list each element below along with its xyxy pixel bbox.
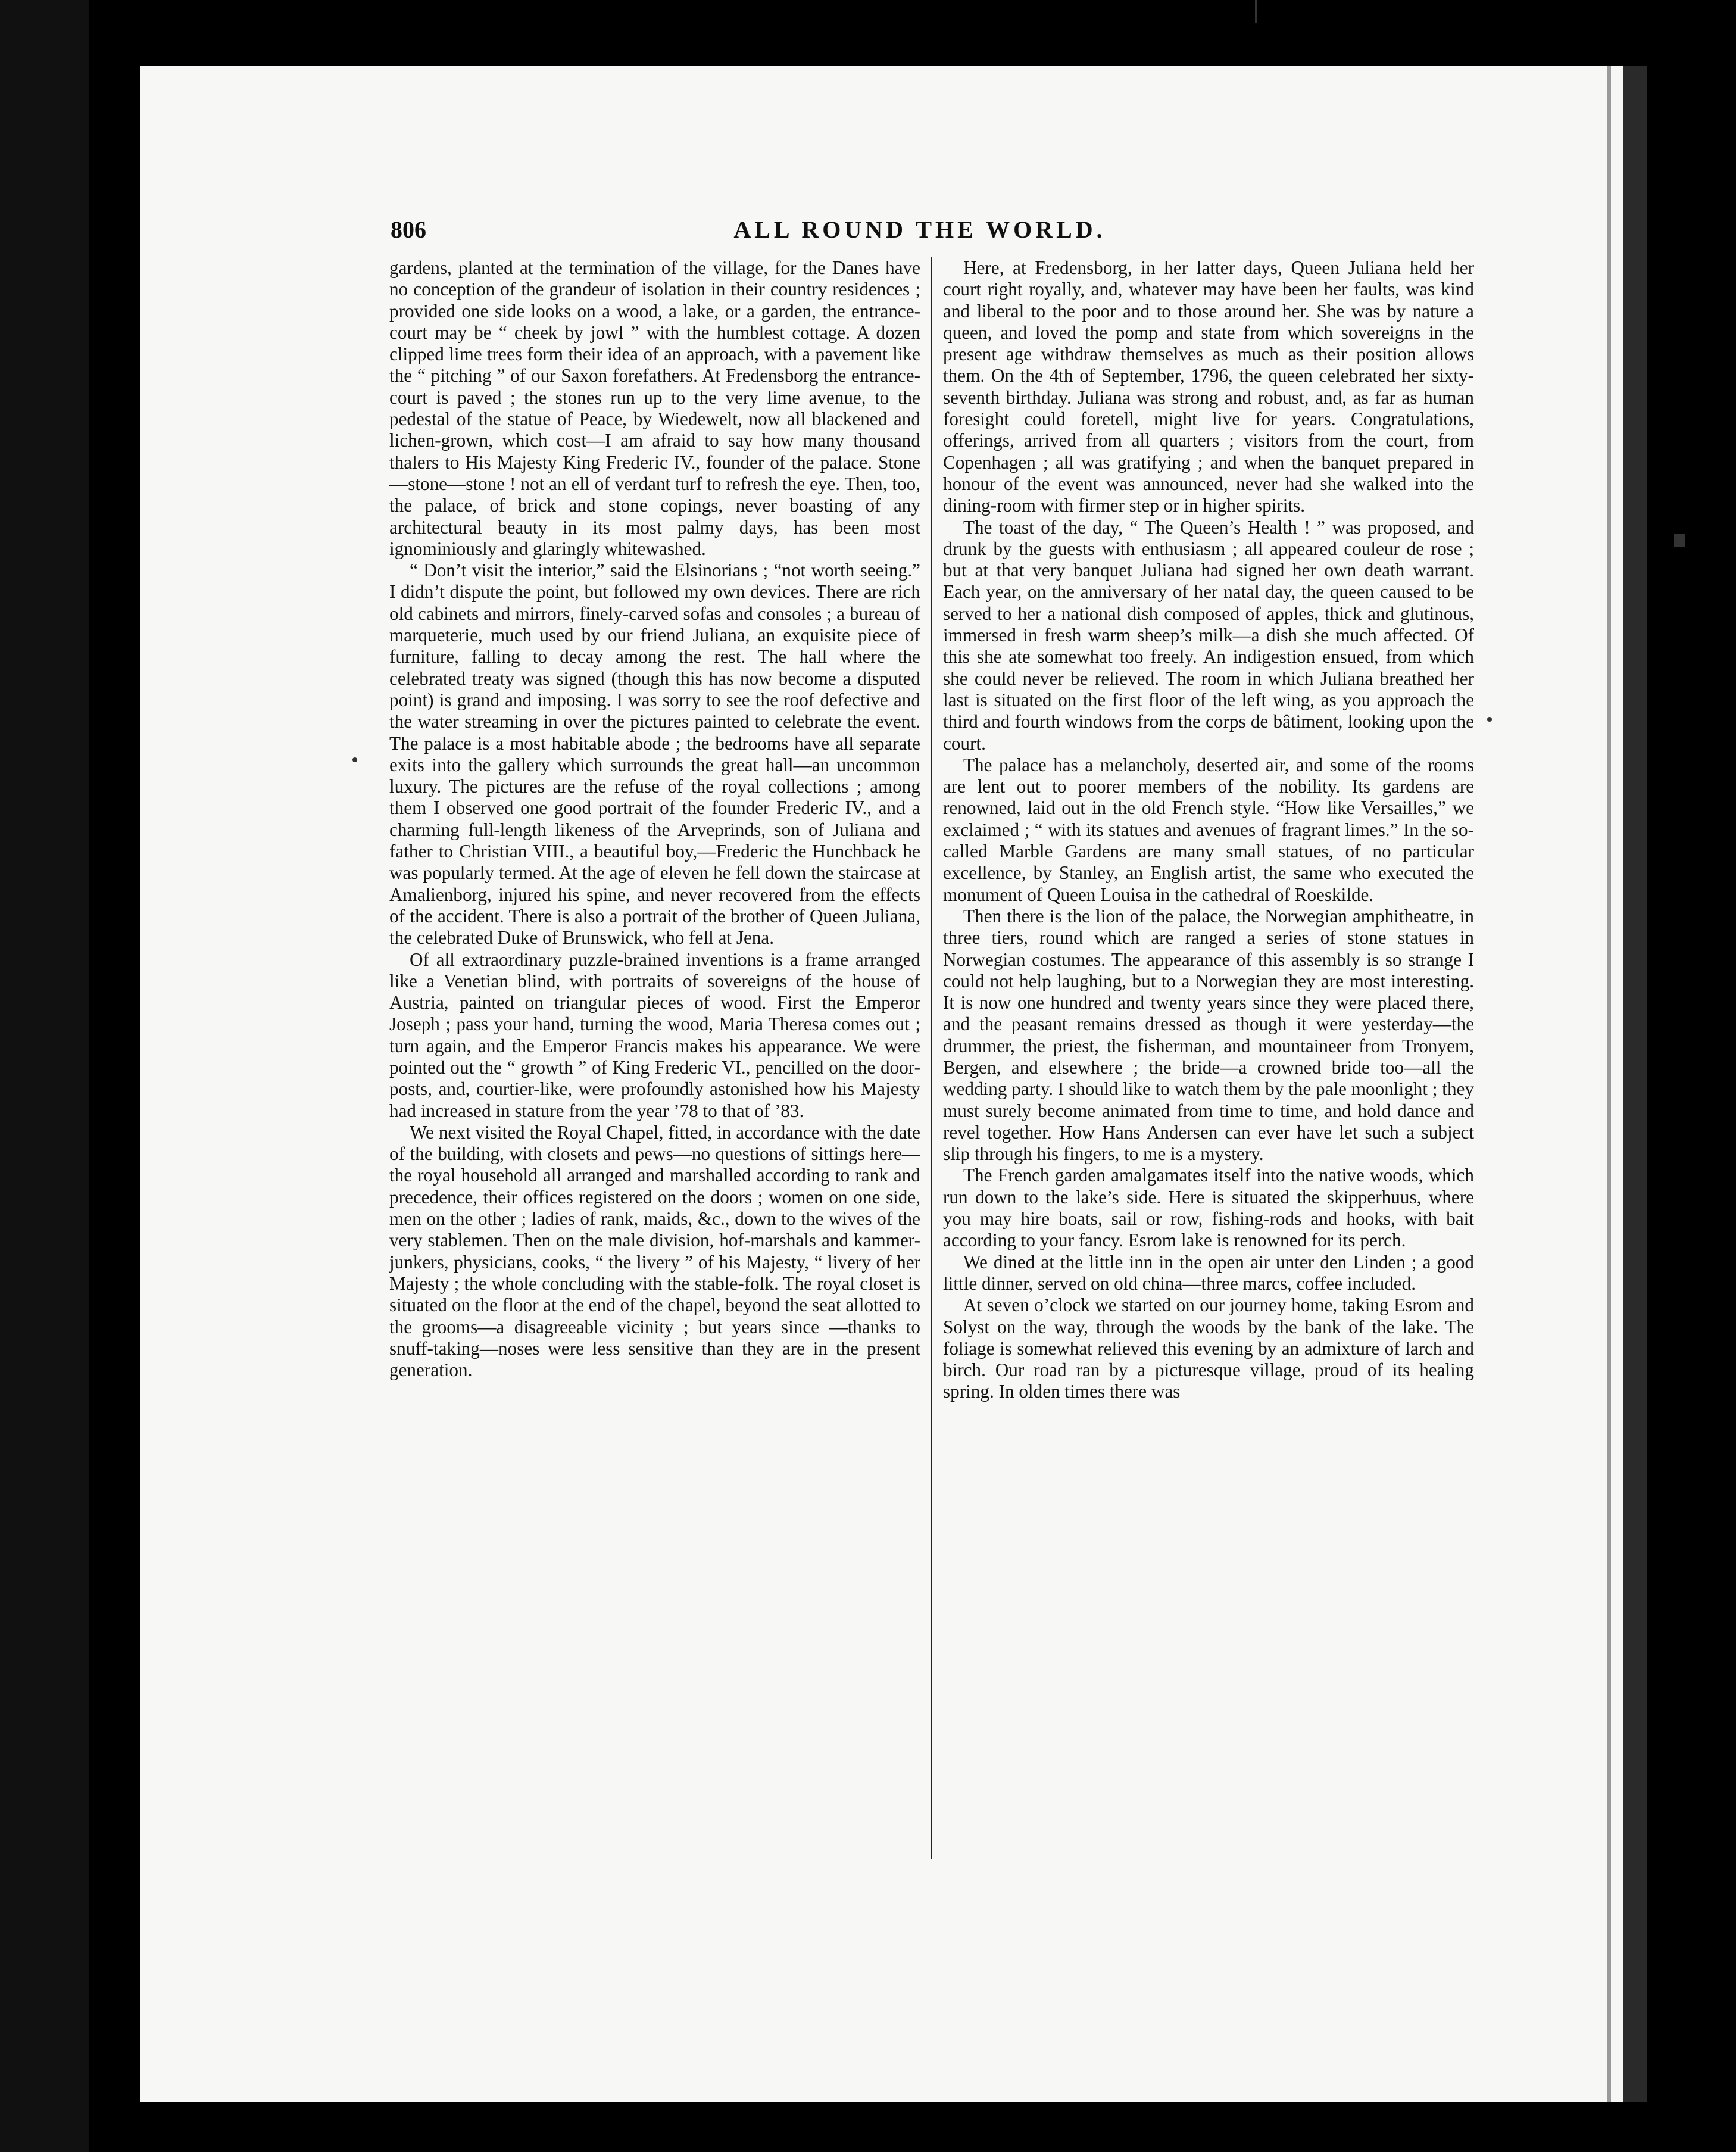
paragraph: Here, at Fredensborg, in her latter days, Queen Juliana held her court right royally, and, whatever may have been her faults, was kind and liberal to the poor and to those around her. She was by nature a queen, and loved the pomp and state from which sovereigns in the present age withdraw themselves as much as their position allows them. On the 4th of September, 1796, the queen celebrated her sixty-seventh birthday. Juliana was strong and robust, and, as far as human foresight could foretell, might live for years. Congratulations, offerings, arrived from all quarters ; visitors from the court, from Copenhagen ; all was gratifying ; and when the banquet prepared in honour of the event was announced, never had she walked into the dining-room with firmer step or in higher spirits. [943,257,1474,516]
scan-artifact-dot [1487,717,1492,722]
paragraph: At seven o’clock we started on our journey home, taking Esrom and Solyst on the way, through the woods by the bank of the lake. The foliage is somewhat relieved this evening by an admixture of larch and birch. Our road ran by a picturesque village, proud of its healing spring. In olden times there was [943,1295,1474,1402]
right-column [943,257,1474,1859]
paragraph: The toast of the day, “ The Queen’s Health ! ” was proposed, and drunk by the guests with enthusiasm ; all appeared couleur de rose ; but at that very banquet Juliana had signed her own death warrant. Each year, on the anniversary of her natal day, the queen caused to be served to her a national dish composed of apples, thick and glutinous, immersed in fresh warm sheep’s milk—a dish she much affected. Of this she ate somewhat too freely. An indigestion ensued, from which she could never be relieved. The room in which Juliana breathed her last is situated on the first floor of the left wing, as you approach the third and fourth windows from the corps de bâtiment, looking upon the court. [943,516,1474,754]
left-column [389,257,920,1859]
paragraph: We next visited the Royal Chapel, fitted, in accordance with the date of the building, with closets and pews—no questions of sittings here—the royal household all arranged and marshalled according to rank and precedence, their offices registered on the doors ; women on one side, men on the other ; ladies of rank, maids, &c., down to the wives of the very stablemen. Then on the male division, hof-marshals and kammer-junkers, physicians, cooks, “ the livery ” of his Majesty, “ livery of her Majesty ; the whole concluding with the stable-folk. The royal closet is situated on the floor at the end of the chapel, beyond the seat allotted to the grooms—a disagreeable vicinity ; but years since —thanks to snuff-taking—noses were less sensitive than they are in the present generation. [389,1121,920,1381]
paragraph: Of all extraordinary puzzle-brained inventions is a frame arranged like a Venetian blind, with portraits of sovereigns of the house of Austria, painted on triangular pieces of wood. First the Emperor Joseph ; pass your hand, turning the wood, Maria Theresa comes out ; turn again, and the Emperor Francis makes his appearance. We were pointed out the “ growth ” of King Frederic VI., pencilled on the door-posts, and, courtier-like, were profoundly astonished how his Majesty had increased in stature from the year ’78 to that of ’83. [389,949,920,1121]
scan-artifact-mark [1255,0,1257,23]
paragraph: gardens, planted at the termination of the village, for the Danes have no conception of the grandeur of isolation in their country residences ; provided one side looks on a wood, a lake, or a garden, the entrance-court may be “ cheek by jowl ” with the humblest cottage. A dozen clipped lime trees form their idea of an approach, with a pavement like the “ pitching ” of our Saxon forefathers. At Fredensborg the entrance-court is paved ; the stones run up to the very lime avenue, to the pedestal of the statue of Peace, by Wiedewelt, now all blackened and lichen-grown, which cost—I am afraid to say how many thousand thalers to His Majesty King Frederic IV., founder of the palace. Stone—stone—stone ! not an ell of verdant turf to refresh the eye. Then, too, the palace, of brick and stone copings, never boasting of any architectural beauty in its most palmy days, has been most ignominiously and glaringly whitewashed. [389,257,920,559]
running-title: ALL ROUND THE WORLD. [733,216,1106,243]
scan-artifact-mark [1674,534,1685,547]
scan-artifact-dot [352,757,357,762]
paragraph: The French garden amalgamates itself into the native woods, which run down to the lake’s side. Here is situated the skipperhuus, where you may hire boats, sail or row, fishing-rods and hooks, with bait according to your fancy. Esrom lake is renowned for its perch. [943,1165,1474,1251]
paragraph: The palace has a melancholy, deserted air, and some of the rooms are lent out to poorer members of the nobility. Its gardens are renowned, laid out in the old French style. “How like Versailles,” we exclaimed ; “ with its statues and avenues of fragrant limes.” In the so-called Marble Gardens are many small statues, of no particular excellence, by Stanley, an English artist, the same who executed the monument of Queen Louisa in the cathedral of Roeskilde. [943,754,1474,905]
column-divider [931,257,932,1859]
page-header [391,216,1449,251]
paragraph: Then there is the lion of the palace, the Norwegian amphitheatre, in three tiers, round which are ranged a series of stone statues in Norwegian costumes. The appearance of this assembly is so strange I could not help laughing, but to a Norwegian they are most interesting. It is now one hundred and twenty years since they were placed there, and the peasant remains dressed as though it were yesterday—the drummer, the priest, the fisherman, and mountaineer from Tronyem, Bergen, and elsewhere ; the bride—a crowned bride too—all the wedding party. I should like to watch them by the pale moonlight ; they must surely become animated from time to time, and hold dance and revel together. How Hans Andersen can ever have let such a subject slip through his fingers, to me is a mystery. [943,905,1474,1165]
page-edge-rule [1607,66,1611,2102]
page-edge-shadow [1623,66,1647,2102]
page-number: 806 [391,216,426,243]
paragraph: “ Don’t visit the interior,” said the Elsinorians ; “not worth seeing.” I didn’t dispute the point, but followed my own devices. There are rich old cabinets and mirrors, finely-carved sofas and consoles ; a bureau of marqueterie, much used by our friend Juliana, an exquisite piece of furniture, falling to decay among the rest. The hall where the celebrated treaty was signed (though this has now become a disputed point) is grand and imposing. I was sorry to see the roof defective and the water streaming in over the pictures painted to celebrate the event. The palace is a most habitable abode ; the bedrooms have all separate exits into the gallery which surrounds the great hall—an uncommon luxury. The pictures are the refuse of the royal collections ; among them I observed one good portrait of the founder Frederic IV., and a charming full-length likeness of the Arveprinds, son of Juliana and father to Christian VIII., a beautiful boy,—Frederic the Hunchback he was popularly termed. At the age of eleven he fell down the staircase at Amalienborg, injured his spine, and never recovered from the effects of the accident. There is also a portrait of the brother of Queen Juliana, the celebrated Duke of Brunswick, who fell at Jena. [389,560,920,949]
paragraph: We dined at the little inn in the open air unter den Linden ; a good little dinner, served on old china—three marcs, coffee included. [943,1251,1474,1294]
scan-border [0,0,89,2152]
